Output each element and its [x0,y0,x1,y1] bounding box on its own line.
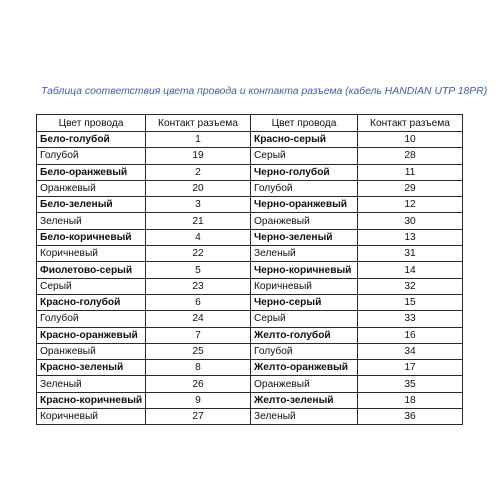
header-connector-pin-right: Контакт разъема [358,115,463,132]
wire-color-right: Коричневый [251,278,358,294]
connector-pin-right: 31 [358,246,463,262]
table-row [37,392,463,408]
table-row [37,164,463,180]
connector-pin-left: 26 [146,376,251,392]
connector-pin-left: 23 [146,278,251,294]
connector-pin-left: 19 [146,148,251,164]
wire-color-left: Серый [37,278,146,294]
wire-color-right: Черно-оранжевый [251,197,358,213]
connector-pin-left: 2 [146,164,251,180]
table-row [37,197,463,213]
table-row [37,148,463,164]
connector-pin-right: 11 [358,164,463,180]
connector-pin-left: 1 [146,132,251,148]
wire-color-right: Желто-голубой [251,327,358,343]
wire-color-left: Коричневый [37,246,146,262]
table-row [37,376,463,392]
connector-pin-left: 9 [146,392,251,408]
wire-color-right: Голубой [251,180,358,196]
wire-color-right: Серый [251,148,358,164]
connector-pin-left: 20 [146,180,251,196]
connector-pin-left: 4 [146,229,251,245]
wire-color-left: Бело-оранжевый [37,164,146,180]
connector-pin-right: 10 [358,132,463,148]
table-row [37,246,463,262]
wire-color-right: Желто-зеленый [251,392,358,408]
connector-pin-right: 34 [358,343,463,359]
connector-pin-right: 15 [358,294,463,310]
table-header-row [37,115,463,132]
connector-pin-left: 6 [146,294,251,310]
header-wire-color-right: Цвет провода [251,115,358,132]
table-row [37,132,463,148]
connector-pin-right: 29 [358,180,463,196]
wire-color-left: Красно-оранжевый [37,327,146,343]
connector-pin-right: 33 [358,311,463,327]
connector-pin-left: 22 [146,246,251,262]
connector-pin-left: 5 [146,262,251,278]
wire-color-left: Красно-зеленый [37,360,146,376]
wire-color-right: Зеленый [251,409,358,425]
wire-color-left: Зеленый [37,213,146,229]
connector-pin-left: 7 [146,327,251,343]
connector-pin-left: 25 [146,343,251,359]
connector-pin-right: 32 [358,278,463,294]
wire-color-left: Бело-зеленый [37,197,146,213]
table-row [37,213,463,229]
connector-pin-left: 3 [146,197,251,213]
wire-color-right: Серый [251,311,358,327]
connector-pin-right: 36 [358,409,463,425]
wire-color-right: Черно-серый [251,294,358,310]
table-row [37,262,463,278]
table-row [37,311,463,327]
header-wire-color-left: Цвет провода [37,115,146,132]
table-row [37,409,463,425]
connector-pin-right: 13 [358,229,463,245]
connector-pin-left: 8 [146,360,251,376]
connector-pin-right: 28 [358,148,463,164]
connector-pin-right: 17 [358,360,463,376]
wire-color-left: Голубой [37,148,146,164]
wire-color-right: Оранжевый [251,376,358,392]
wire-color-left: Красно-голубой [37,294,146,310]
connector-pin-left: 27 [146,409,251,425]
wire-color-left: Фиолетово-серый [37,262,146,278]
wire-color-right: Красно-серый [251,132,358,148]
table-row [37,278,463,294]
wire-color-left: Оранжевый [37,343,146,359]
connector-pin-right: 14 [358,262,463,278]
header-connector-pin-left: Контакт разъема [146,115,251,132]
wire-color-right: Оранжевый [251,213,358,229]
wire-color-left: Бело-голубой [37,132,146,148]
connector-pin-right: 16 [358,327,463,343]
wire-color-left: Голубой [37,311,146,327]
connector-pin-left: 24 [146,311,251,327]
wire-color-left: Коричневый [37,409,146,425]
wire-color-table [36,114,463,425]
table-row [37,294,463,310]
wire-color-left: Зеленый [37,376,146,392]
connector-pin-right: 18 [358,392,463,408]
connector-pin-left: 21 [146,213,251,229]
table-row [37,180,463,196]
table-row [37,360,463,376]
wire-color-left: Бело-коричневый [37,229,146,245]
wire-color-right: Голубой [251,343,358,359]
table-caption: Таблица соответствия цвета провода и контакта разъема (кабель HANDIAN UTP 18PR) [41,86,488,97]
wire-color-left: Красно-коричневый [37,392,146,408]
connector-pin-right: 12 [358,197,463,213]
wire-color-right: Черно-зеленый [251,229,358,245]
wire-color-right: Желто-оранжевый [251,360,358,376]
wire-color-left: Оранжевый [37,180,146,196]
wire-color-right: Черно-голубой [251,164,358,180]
connector-pin-right: 30 [358,213,463,229]
wire-color-right: Черно-коричневый [251,262,358,278]
table-row [37,343,463,359]
table-row [37,327,463,343]
wire-color-right: Зеленый [251,246,358,262]
connector-pin-right: 35 [358,376,463,392]
table-row [37,229,463,245]
